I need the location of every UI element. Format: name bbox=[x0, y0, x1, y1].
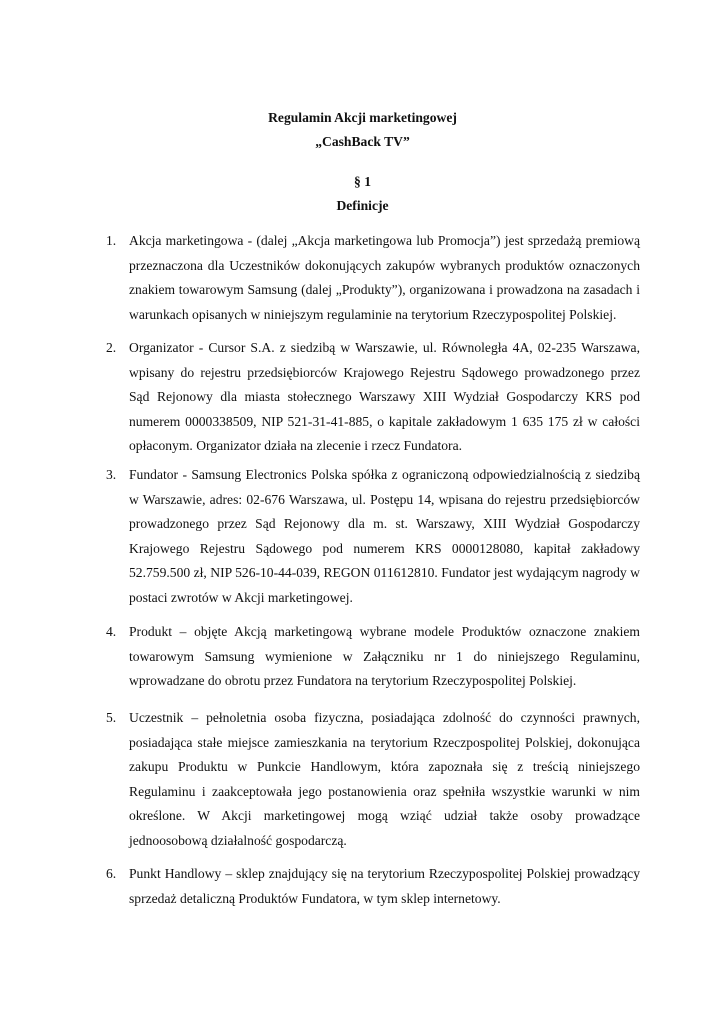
definition-text: Punkt Handlowy – sklep znajdujący się na terytorium Rzeczypospolitej Polskiej prowadzący sprzedaż detaliczną Produktów Fundatora, w tym sklep internetowy. bbox=[129, 866, 640, 906]
definition-text: Organizator - Cursor S.A. z siedzibą w Warszawie, ul. Równoległa 4A, 02-235 Warszawa, wpisany do rejestru przedsiębiorców Krajowego Rejestru Sądowego prowadzonego przez Sąd Rejonowy dla miasta stołecznego Warszawy XIII Wydział Gospodarczy KRS pod numerem 0000338509, NIP 521-31-41-885, o kapitale zakładowym 1 635 175 zł w całości opłaconym. Organizator działa na zlecenie i rzecz Fundatora. bbox=[129, 340, 640, 453]
definition-item bbox=[106, 229, 640, 327]
definition-item bbox=[106, 463, 640, 610]
definition-number: 6. bbox=[106, 866, 117, 881]
document-title: Regulamin Akcji marketingowej bbox=[268, 110, 457, 125]
definition-text: Fundator - Samsung Electronics Polska spółka z ograniczoną odpowiedzialnością z siedzibą w Warszawie, adres: 02-676 Warszawa, ul. Postępu 14, wpisana do rejestru przedsiębiorców prowadzonego przez Sąd Rejonowy dla m. st. Warszawy, XIII Wydział Gospodarczy Krajowego Rejestru Sądowego pod numerem KRS 0000128080, kapitał zakładowy 52.759.500 zł, NIP 526-10-44-039, REGON 011612810. Fundator jest wydającym nagrody w postaci zwrotów w Akcji marketingowej. bbox=[129, 467, 640, 605]
section-title: Definicje bbox=[336, 198, 389, 213]
definition-number: 5. bbox=[106, 710, 117, 725]
definition-text: Uczestnik – pełnoletnia osoba fizyczna, posiadająca zdolność do czynności prawnych, posiadająca stałe miejsce zamieszkania na terytorium Rzeczpospolitej Polskiej, dokonująca zakupu Produktu w Punkcie Handlowym, która zapoznała się z treścią niniejszego Regulaminu i zaakceptowała jego postanowienia oraz spełniła wszystkie warunki w nim określone. W Akcji marketingowej mogą wziąć udział także osoby prowadzące jednoosobową działalność gospodarczą. bbox=[129, 710, 640, 848]
campaign-name: „CashBack TV” bbox=[315, 134, 410, 149]
definition-item bbox=[106, 336, 640, 459]
definition-item bbox=[106, 620, 640, 694]
definition-item bbox=[106, 706, 640, 853]
section-number: § 1 bbox=[354, 174, 371, 189]
definition-item bbox=[106, 862, 640, 911]
definition-number: 2. bbox=[106, 340, 117, 355]
definition-text: Produkt – objęte Akcją marketingową wybrane modele Produktów oznaczone znakiem towarowym Samsung wymienione w Załączniku nr 1 do niniejszego Regulaminu, wprowadzane do obrotu przez Fundatora na terytorium Rzeczypospolitej Polskiej. bbox=[129, 624, 640, 688]
definition-text: Akcja marketingowa - (dalej „Akcja marketingowa lub Promocja”) jest sprzedażą premiową przeznaczona dla Uczestników dokonujących zakupów wybranych produktów oznaczonych znakiem towarowym Samsung (dalej „Produkty”), organizowana i prowadzona na zasadach i warunkach opisanych w niniejszym regulaminie na terytorium Rzeczypospolitej Polskiej. bbox=[129, 233, 640, 322]
definition-number: 4. bbox=[106, 624, 117, 639]
definition-number: 3. bbox=[106, 467, 117, 482]
definition-number: 1. bbox=[106, 233, 117, 248]
